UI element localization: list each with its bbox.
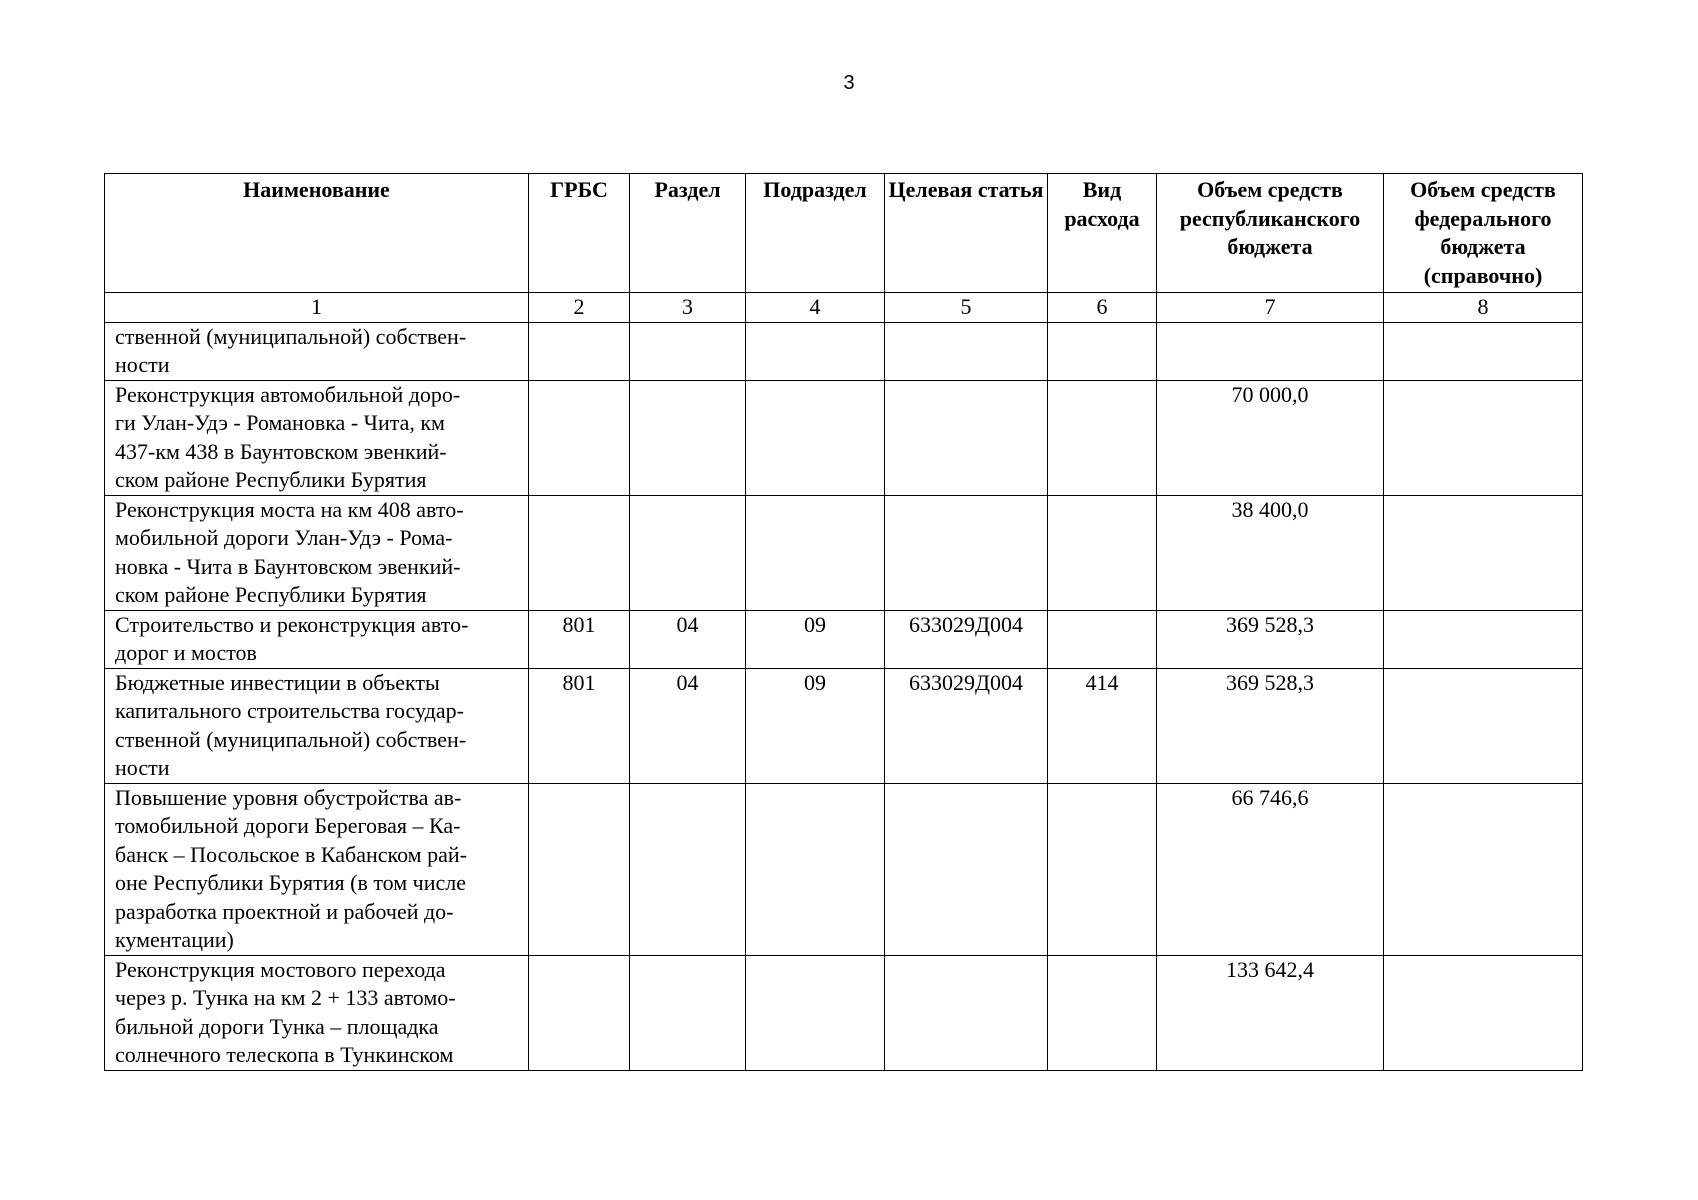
row-federal-amount bbox=[1384, 783, 1583, 955]
row-razdel: 04 bbox=[630, 610, 746, 668]
row-grbs bbox=[529, 380, 630, 495]
row-expense-type: 414 bbox=[1048, 668, 1157, 783]
row-podrazdel: 09 bbox=[746, 668, 885, 783]
column-number-row bbox=[105, 293, 1583, 323]
row-expense-type bbox=[1048, 495, 1157, 610]
row-razdel: 04 bbox=[630, 668, 746, 783]
row-name: Повышение уровня обустройства ав- томобильной дороги Береговая – Ка- банск – Посольское в Кабанском рай- оне Республики Бурятия (в том числе разработка проектной и рабочей до- кументации) bbox=[105, 783, 529, 955]
row-expense-type bbox=[1048, 380, 1157, 495]
row-podrazdel bbox=[746, 495, 885, 610]
row-name: Строительство и реконструкция авто- дорог и мостов bbox=[105, 610, 529, 668]
row-name: Реконструкция моста на км 408 авто- мобильной дороги Улан-Удэ - Рома- новка - Чита в Баунтовском эвенкий- ском районе Республики Бурятия bbox=[105, 495, 529, 610]
table-body bbox=[105, 322, 1583, 1070]
row-federal-amount bbox=[1384, 495, 1583, 610]
header-razdel: Раздел bbox=[630, 174, 746, 293]
table-header-row bbox=[105, 174, 1583, 293]
column-number: 5 bbox=[885, 293, 1048, 323]
row-razdel bbox=[630, 322, 746, 380]
column-number: 3 bbox=[630, 293, 746, 323]
row-grbs: 801 bbox=[529, 610, 630, 668]
row-razdel bbox=[630, 955, 746, 1070]
row-grbs bbox=[529, 495, 630, 610]
column-number: 4 bbox=[746, 293, 885, 323]
row-target-article: 633029Д004 bbox=[885, 610, 1048, 668]
row-podrazdel bbox=[746, 783, 885, 955]
row-name: ственной (муниципальной) собствен- ности bbox=[105, 322, 529, 380]
row-name: Бюджетные инвестиции в объекты капитального строительства государ- ственной (муниципальной) собствен- ности bbox=[105, 668, 529, 783]
row-republic-amount: 66 746,6 bbox=[1157, 783, 1384, 955]
row-federal-amount bbox=[1384, 955, 1583, 1070]
row-podrazdel: 09 bbox=[746, 610, 885, 668]
table-row bbox=[105, 783, 1583, 955]
column-number: 1 bbox=[105, 293, 529, 323]
row-republic-amount: 70 000,0 bbox=[1157, 380, 1384, 495]
row-grbs bbox=[529, 322, 630, 380]
row-podrazdel bbox=[746, 955, 885, 1070]
row-razdel bbox=[630, 783, 746, 955]
table-row bbox=[105, 955, 1583, 1070]
row-federal-amount bbox=[1384, 610, 1583, 668]
column-number: 8 bbox=[1384, 293, 1583, 323]
row-razdel bbox=[630, 380, 746, 495]
column-number: 7 bbox=[1157, 293, 1384, 323]
row-republic-amount: 369 528,3 bbox=[1157, 668, 1384, 783]
header-expense-type: Вид расхода bbox=[1048, 174, 1157, 293]
header-podrazdel: Подраздел bbox=[746, 174, 885, 293]
row-grbs bbox=[529, 955, 630, 1070]
row-podrazdel bbox=[746, 380, 885, 495]
row-republic-amount bbox=[1157, 322, 1384, 380]
row-target-article bbox=[885, 955, 1048, 1070]
header-grbs: ГРБС bbox=[529, 174, 630, 293]
row-expense-type bbox=[1048, 783, 1157, 955]
row-podrazdel bbox=[746, 322, 885, 380]
table-row bbox=[105, 322, 1583, 380]
page-number: 3 bbox=[843, 72, 855, 94]
header-republic-budget: Объем средств республиканского бюджета bbox=[1157, 174, 1384, 293]
column-number: 6 bbox=[1048, 293, 1157, 323]
row-razdel bbox=[630, 495, 746, 610]
row-federal-amount bbox=[1384, 380, 1583, 495]
row-target-article: 633029Д004 bbox=[885, 668, 1048, 783]
table-row bbox=[105, 495, 1583, 610]
table-row bbox=[105, 610, 1583, 668]
row-target-article bbox=[885, 322, 1048, 380]
row-expense-type bbox=[1048, 610, 1157, 668]
row-grbs: 801 bbox=[529, 668, 630, 783]
column-number: 2 bbox=[529, 293, 630, 323]
row-federal-amount bbox=[1384, 322, 1583, 380]
row-expense-type bbox=[1048, 955, 1157, 1070]
row-target-article bbox=[885, 783, 1048, 955]
row-expense-type bbox=[1048, 322, 1157, 380]
header-name: Наименование bbox=[105, 174, 529, 293]
row-target-article bbox=[885, 380, 1048, 495]
row-grbs bbox=[529, 783, 630, 955]
row-federal-amount bbox=[1384, 668, 1583, 783]
row-republic-amount: 369 528,3 bbox=[1157, 610, 1384, 668]
row-republic-amount: 38 400,0 bbox=[1157, 495, 1384, 610]
row-republic-amount: 133 642,4 bbox=[1157, 955, 1384, 1070]
row-name: Реконструкция автомобильной доро- ги Улан-Удэ - Романовка - Чита, км 437-км 438 в Баунтовском эвенкий- ском районе Республики Бурятия bbox=[105, 380, 529, 495]
row-target-article bbox=[885, 495, 1048, 610]
row-name: Реконструкция мостового перехода через р. Тунка на км 2 + 133 автомо- бильной дороги Тунка – площадка солнечного телескопа в Тункинском bbox=[105, 955, 529, 1070]
table-row bbox=[105, 380, 1583, 495]
header-federal-budget: Объем средств федерального бюджета (справочно) bbox=[1384, 174, 1583, 293]
budget-table bbox=[104, 173, 1583, 1071]
header-target-article: Целевая статья bbox=[885, 174, 1048, 293]
table-row bbox=[105, 668, 1583, 783]
